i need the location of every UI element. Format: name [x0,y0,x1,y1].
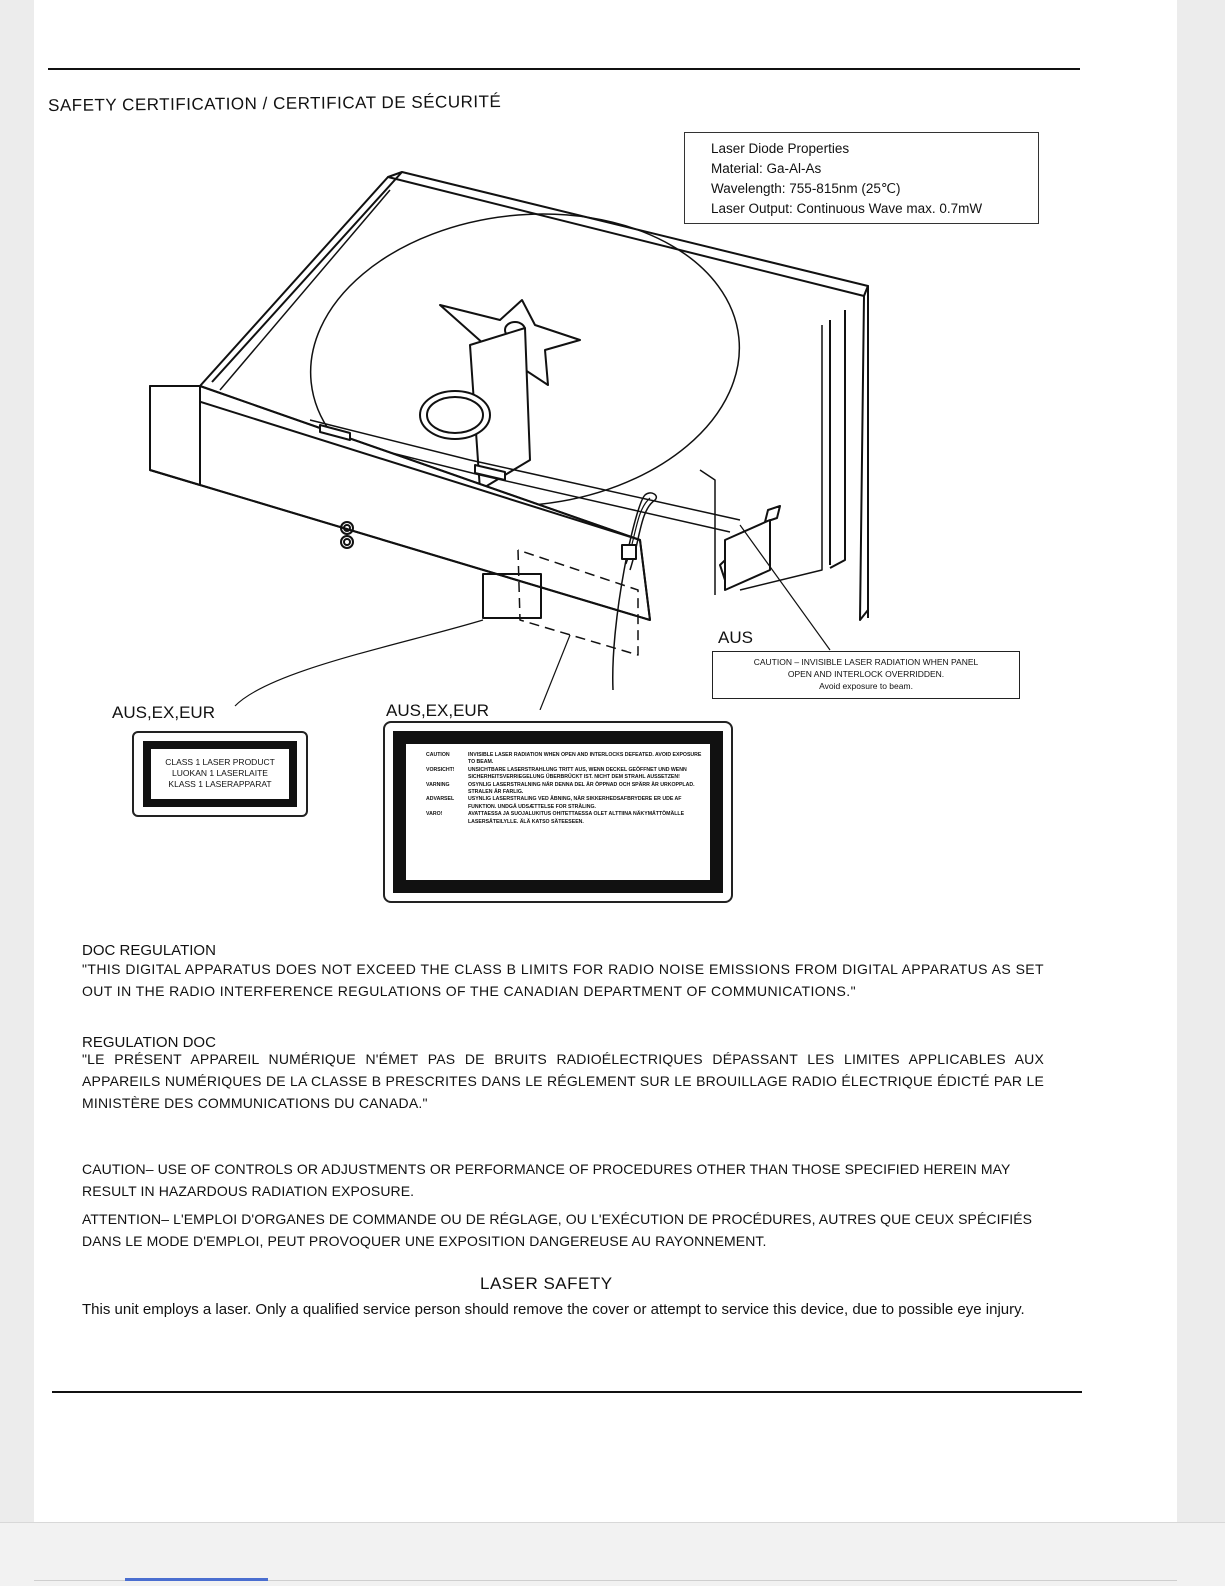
regulation-doc-body: "LE PRÉSENT APPAREIL NUMÉRIQUE N'ÉMET PAS DE BRUITS RADIOÉLECTRIQUES DÉPASSANT LES LIMITES APPLICABLES AUX APPAREILS NUMÉRIQUES DE LA CLASSE B PRESCRITES DANS LE RÉGLEMENT SUR LE BROUILLAGE RADIO ÉLECTRIQUE ÉDICTÉ PAR LE MINISTÈRE DES COMMUNICATIONS DU CANADA." [82,1051,1044,1111]
warning-row [426,767,702,782]
warning-row-text: OSYNLIG LASERSTRALNING NÄR DENNA DEL ÄR ÖPPNAD OCH SPÄRR ÄR URKOPPLAD. STRALEN ÄR FARLIG. [468,781,695,796]
warning-row-key: ADVARSEL [426,796,455,803]
viewer-bottom-bar [0,1522,1225,1586]
laser-safety-heading: LASER SAFETY [480,1274,613,1293]
scan-right-margin [1177,0,1225,1585]
laser-safety-body: This unit employs a laser. Only a qualified service person should remove the cover or attempt to service this device, due to possible eye injury. [82,1301,1025,1318]
lens [420,391,490,439]
regulation-doc-heading: REGULATION DOC [82,1034,216,1051]
warning-label-inner [393,731,723,893]
warning-row [426,782,702,797]
attention-paragraph: ATTENTION– L'EMPLOI D'ORGANES DE COMMANDE OU DE RÉGLAGE, OU L'EXÉCUTION DE PROCÉDURES, AUTRES QUE CEUX SPÉCIFIÉS DANS LE MODE D'EMPLOI, PEUT PROVOQUER UNE EXPOSITION DANGEREUSE AU RAYONNEMENT. [82,1211,1033,1249]
class1-label-inner [143,741,297,807]
cd-rom-drive-illustration [140,150,910,710]
region-label-aus-ex-eur-left: AUS,EX,EUR [112,703,215,722]
laser-box-material: Material: Ga-Al-As [711,161,822,176]
warning-row [426,752,702,767]
aus-caution-label [712,651,1020,699]
laser-box-title: Laser Diode Properties [711,141,850,156]
caution-paragraph: CAUTION– USE OF CONTROLS OR ADJUSTMENTS OR PERFORMANCE OF PROCEDURES OTHER THAN THOSE SPECIFIED HEREIN MAY RESULT IN HAZARDOUS RADIATION EXPOSURE. [82,1161,1011,1199]
drive-front-face [150,386,650,620]
scan-left-margin [0,0,34,1585]
bottom-rule [52,1391,1082,1393]
viewer-scroll-indicator[interactable] [125,1578,268,1581]
laser-box-output: Laser Output: Continuous Wave max. 0.7mW [711,201,983,216]
warning-row-key: CAUTION [426,752,450,758]
warning-row-key: VARNING [426,781,450,788]
drive-top-frame [388,172,868,296]
class1-laser-product-label [132,731,308,817]
warning-row-text: AVATTAESSA JA SUOJALUKITUS OHITETTAESSA OLET ALTTIINA NÄKYMÄTTÖMÄLLE LASERSÄTEILYLLE. ÄLÄ KATSO SÄTEESEEN. [468,811,685,825]
caution-label-line3: Avoid exposure to beam. [819,681,913,691]
class1-line1: CLASS 1 LASER PRODUCT [165,757,275,767]
warning-row [426,796,702,811]
doc-regulation-body: "THIS DIGITAL APPARATUS DOES NOT EXCEED THE CLASS B LIMITS FOR RADIO NOISE EMISSIONS FROM DIGITAL APPARATUS AS SET OUT IN THE RADIO INTERFERENCE REGULATIONS OF THE CANADIAN DEPARTMENT OF COMMUNICATIONS." [82,961,1044,999]
caution-label-line2: OPEN AND INTERLOCK OVERRIDDEN. [787,669,945,679]
top-rule [48,68,1080,70]
warning-row-text: USYNLIG LASERSTRALING VED ÅBNING, NÅR SIKKERHEDSAFBRYDERE ER UDE AF FUNKTION. UNDGÅ UDSÆTTELSE FOR STRÅLING. [468,796,682,810]
warning-row-text: INVISIBLE LASER RADIATION WHEN OPEN AND INTERLOCKS DEFEATED. AVOID EXPOSURE TO BEAM. [468,752,702,766]
drive-rear-panel [860,286,868,620]
page-title: SAFETY CERTIFICATION / CERTIFICAT DE SÉCURITÉ [48,92,502,115]
multilingual-warning-label [383,721,733,903]
region-label-aus: AUS [718,628,753,647]
doc-regulation-heading: DOC REGULATION [82,942,216,959]
class1-line3: KLASS 1 LASERAPPARAT [168,779,272,789]
warning-row-key: VARO! [426,811,443,818]
warning-row-text: UNSICHTBARE LASERSTRAHLUNG TRITT AUS, WENN DECKEL GEÖFFNET UND WENN SICHERHEITSVERRIEGELUNG ÜBERBRÜCKT IST. NICHT DEM STRAHL AUSSETZEN! [468,766,687,781]
warning-row-key: VORSICHT! [426,766,455,773]
laser-box-wavelength: Wavelength: 755-815nm (25℃) [711,181,901,196]
class1-line2: LUOKAN 1 LASERLAITE [172,768,268,778]
drive-side-slot [765,506,780,522]
region-label-aus-ex-eur-right: AUS,EX,EUR [386,701,489,720]
warning-row [426,811,702,826]
caution-label-line1: CAUTION – INVISIBLE LASER RADIATION WHEN PANEL [753,657,979,667]
